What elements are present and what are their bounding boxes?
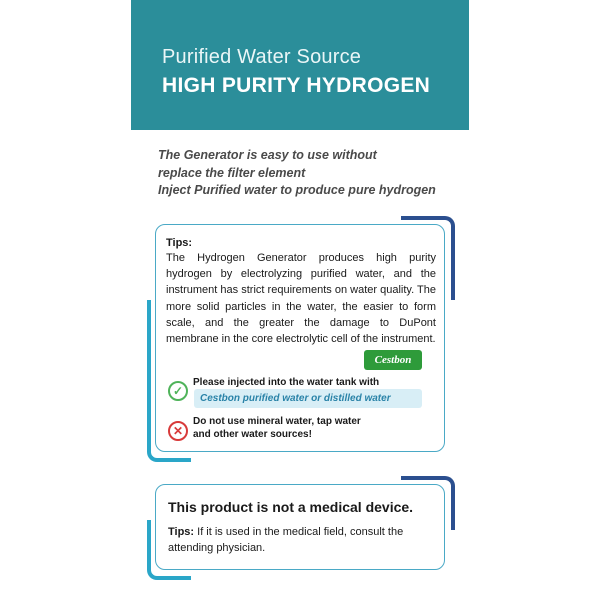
medical-notice-card xyxy=(155,484,445,570)
header-banner xyxy=(131,0,469,130)
no-instruction-line-2: and other water sources! xyxy=(193,428,312,440)
product-panel xyxy=(131,0,469,600)
medical-notice-heading: This product is not a medical device. xyxy=(168,499,414,515)
tips-card xyxy=(155,224,445,452)
intro-line-3: Inject Purified water to produce pure hydrogen xyxy=(158,183,436,197)
tips-heading: Tips: xyxy=(166,237,193,249)
cross-circle-icon: ✕ xyxy=(168,421,188,441)
medical-notice-body xyxy=(168,524,438,556)
ok-highlight: Cestbon purified water or distilled water xyxy=(194,389,422,408)
header-title: HIGH PURITY HYDROGEN xyxy=(162,74,431,97)
cestbon-logo: Cestbon xyxy=(364,350,422,370)
ok-instruction: Please injected into the water tank with xyxy=(193,377,380,388)
tips-body: The Hydrogen Generator produces high purity hydrogen by electrolyzing purified water, and the instrument has strict requirements on water quality. The more solid particles in the water, the easier to form scale, and the greater the damage to DuPont membrane in the core electrolytic cell of the instrument. xyxy=(166,252,436,346)
no-instruction-line-1: Do not use mineral water, tap water xyxy=(193,416,361,427)
medical-tips-label: Tips: xyxy=(168,526,195,538)
intro-line-2: replace the filter element xyxy=(158,165,306,180)
header-subtitle: Purified Water Source xyxy=(162,46,362,68)
intro-line-1: The Generator is easy to use without xyxy=(158,148,377,162)
intro-text xyxy=(158,147,458,200)
medical-tips-text: If it is used in the medical field, consult the attending physician. xyxy=(168,526,404,554)
check-circle-icon: ✓ xyxy=(168,381,188,401)
no-instruction xyxy=(193,416,423,441)
